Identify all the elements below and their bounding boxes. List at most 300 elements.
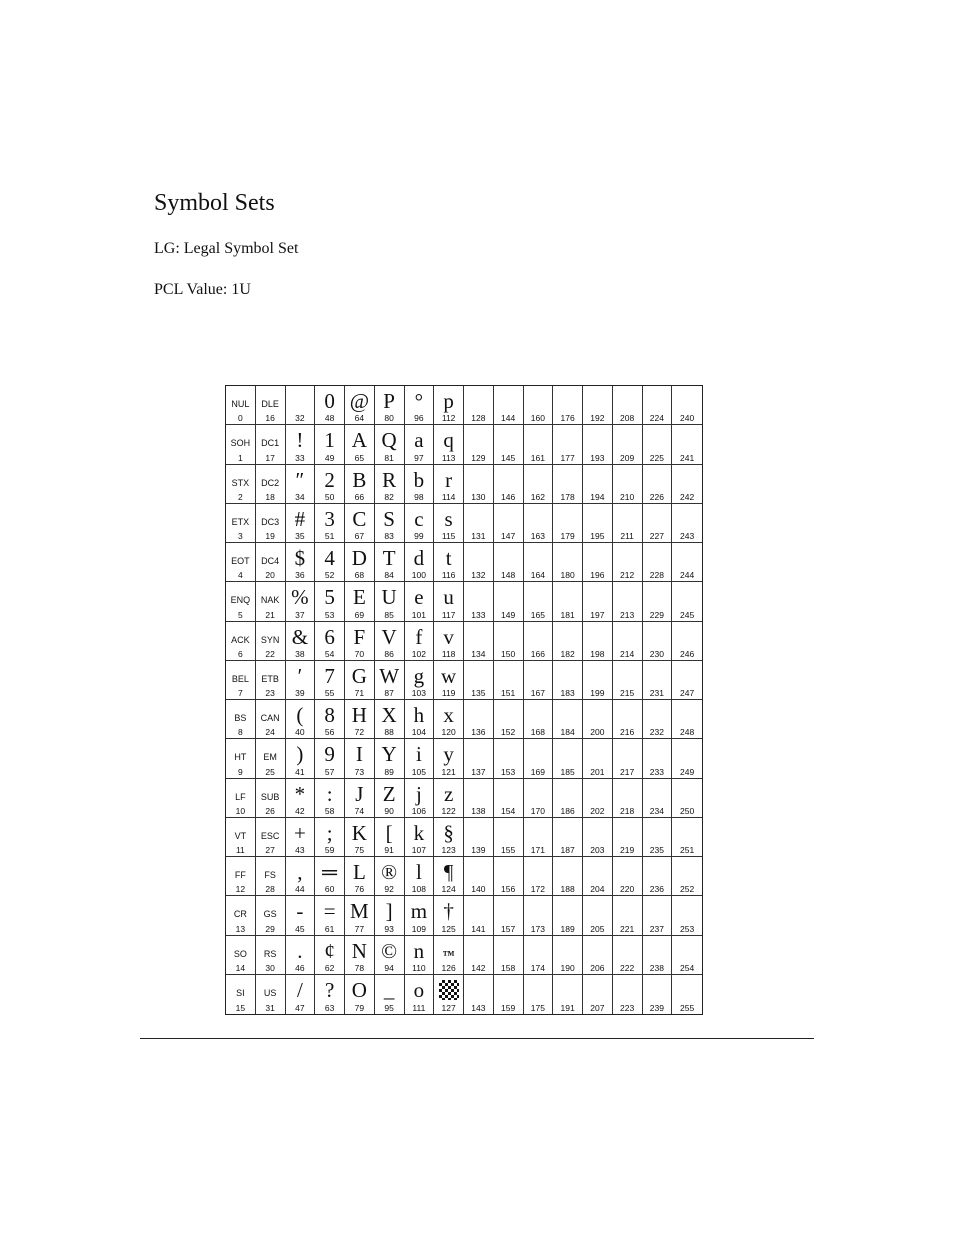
symbol-code: 45 bbox=[295, 923, 305, 934]
symbol-glyph: 1 bbox=[324, 428, 335, 453]
symbol-code: 152 bbox=[501, 727, 516, 738]
symbol-code: 220 bbox=[620, 884, 635, 895]
symbol-code: 248 bbox=[680, 727, 695, 738]
symbol-glyph: H bbox=[351, 703, 367, 727]
symbol-cell bbox=[286, 543, 316, 582]
symbol-code: 221 bbox=[620, 923, 635, 934]
symbol-code: 47 bbox=[295, 1003, 305, 1013]
symbol-cell bbox=[345, 465, 375, 504]
symbol-glyph: 4 bbox=[324, 546, 335, 570]
symbol-cell bbox=[286, 622, 316, 661]
symbol-cell bbox=[315, 818, 345, 857]
symbol-cell bbox=[613, 661, 643, 700]
symbol-glyph: N bbox=[351, 938, 367, 963]
symbol-code: 12 bbox=[235, 884, 246, 895]
symbol-cell bbox=[613, 779, 643, 818]
symbol-cell bbox=[464, 700, 494, 739]
symbol-cell bbox=[375, 465, 405, 504]
symbol-glyph: SI bbox=[236, 987, 245, 998]
symbol-code: 128 bbox=[471, 413, 486, 424]
symbol-cell bbox=[226, 661, 256, 700]
symbol-glyph: f bbox=[415, 624, 423, 649]
symbol-code: 113 bbox=[441, 452, 456, 463]
symbol-glyph: ( bbox=[296, 703, 304, 727]
symbol-glyph: GS bbox=[263, 909, 277, 920]
symbol-cell bbox=[256, 504, 286, 543]
symbol-cell bbox=[553, 543, 583, 582]
symbol-code: 115 bbox=[441, 531, 456, 541]
symbol-code: 29 bbox=[265, 923, 275, 934]
symbol-cell bbox=[553, 896, 583, 935]
symbol-code: 81 bbox=[384, 452, 394, 463]
symbol-code: 130 bbox=[471, 491, 486, 502]
symbol-cell bbox=[643, 622, 673, 661]
symbol-cell bbox=[553, 700, 583, 739]
symbol-glyph: Q bbox=[381, 428, 397, 453]
symbol-code: 185 bbox=[560, 766, 575, 777]
symbol-cell bbox=[464, 661, 494, 700]
symbol-cell bbox=[583, 504, 613, 543]
symbol-code: 10 bbox=[235, 805, 246, 816]
symbol-glyph: b bbox=[413, 467, 425, 492]
symbol-cell bbox=[464, 504, 494, 543]
symbol-code: 254 bbox=[680, 962, 695, 973]
symbol-cell bbox=[613, 465, 643, 504]
symbol-code: 207 bbox=[590, 1003, 605, 1013]
symbol-cell bbox=[226, 936, 256, 975]
symbol-cell bbox=[494, 818, 524, 857]
symbol-code: 174 bbox=[530, 962, 545, 973]
symbol-cell bbox=[256, 779, 286, 818]
symbol-glyph: & bbox=[291, 624, 309, 649]
symbol-code: 91 bbox=[384, 845, 394, 855]
symbol-glyph: E bbox=[352, 585, 366, 610]
symbol-code: 77 bbox=[354, 923, 365, 934]
symbol-glyph: e bbox=[414, 585, 424, 610]
symbol-code: 209 bbox=[620, 452, 635, 463]
symbol-cell bbox=[613, 896, 643, 935]
symbol-cell bbox=[464, 582, 494, 621]
symbol-glyph: _ bbox=[383, 977, 395, 1002]
symbol-cell bbox=[405, 661, 435, 700]
symbol-glyph: [ bbox=[385, 820, 393, 845]
symbol-cell bbox=[434, 386, 464, 425]
symbol-code: 52 bbox=[324, 570, 335, 581]
symbol-cell bbox=[434, 700, 464, 739]
symbol-glyph: DC4 bbox=[261, 556, 280, 566]
symbol-cell bbox=[553, 779, 583, 818]
symbol-cell bbox=[345, 739, 375, 778]
symbol-glyph: RS bbox=[263, 948, 277, 959]
symbol-code: 170 bbox=[530, 805, 545, 816]
symbol-code: 228 bbox=[649, 570, 664, 581]
symbol-cell bbox=[494, 386, 524, 425]
symbol-cell bbox=[256, 739, 286, 778]
symbol-cell bbox=[494, 582, 524, 621]
symbol-cell bbox=[434, 896, 464, 935]
symbol-glyph: ESC bbox=[260, 830, 280, 841]
symbol-code: 239 bbox=[649, 1003, 664, 1013]
symbol-cell bbox=[345, 936, 375, 975]
symbol-code: 87 bbox=[384, 688, 394, 698]
symbol-cell bbox=[672, 425, 702, 464]
symbol-cell bbox=[286, 386, 316, 425]
symbol-glyph: Y bbox=[381, 742, 397, 767]
symbol-cell bbox=[256, 818, 286, 857]
symbol-code: 251 bbox=[680, 845, 695, 855]
symbol-cell bbox=[434, 975, 464, 1014]
symbol-code: 67 bbox=[354, 531, 365, 541]
symbol-code: 201 bbox=[590, 766, 605, 777]
symbol-code: 71 bbox=[354, 688, 365, 698]
symbol-glyph: DLE bbox=[261, 399, 279, 409]
symbol-cell bbox=[494, 779, 524, 818]
symbol-code: 150 bbox=[501, 648, 516, 659]
symbol-code: 134 bbox=[471, 648, 486, 659]
symbol-code: 160 bbox=[530, 413, 545, 424]
symbol-code: 162 bbox=[530, 491, 545, 502]
symbol-glyph: C bbox=[352, 506, 367, 531]
symbol-cell bbox=[643, 818, 673, 857]
symbol-code: 206 bbox=[590, 962, 605, 973]
symbol-glyph: q bbox=[443, 428, 454, 453]
symbol-glyph: 0 bbox=[324, 389, 335, 413]
symbol-cell bbox=[375, 582, 405, 621]
symbol-cell bbox=[524, 896, 554, 935]
symbol-set-table bbox=[225, 385, 703, 1015]
symbol-cell bbox=[434, 936, 464, 975]
symbol-code: 244 bbox=[680, 570, 695, 581]
symbol-cell bbox=[583, 622, 613, 661]
symbol-code: 60 bbox=[324, 884, 335, 895]
symbol-cell bbox=[613, 975, 643, 1014]
symbol-glyph: j bbox=[415, 781, 422, 806]
symbol-code: 187 bbox=[560, 845, 575, 855]
symbol-cell bbox=[524, 779, 554, 818]
symbol-cell bbox=[434, 425, 464, 464]
symbol-code: 40 bbox=[295, 727, 305, 738]
symbol-cell bbox=[672, 975, 702, 1014]
symbol-cell bbox=[405, 739, 435, 778]
symbol-cell bbox=[524, 504, 554, 543]
symbol-glyph: B bbox=[352, 467, 367, 492]
symbol-code: 83 bbox=[384, 531, 394, 541]
symbol-cell bbox=[553, 661, 583, 700]
symbol-cell bbox=[583, 779, 613, 818]
symbol-cell bbox=[494, 465, 524, 504]
symbol-glyph: EOT bbox=[231, 556, 250, 566]
symbol-glyph: 6 bbox=[324, 624, 335, 649]
symbol-glyph: NAK bbox=[260, 595, 280, 606]
symbol-code: 166 bbox=[530, 648, 545, 659]
symbol-glyph: @ bbox=[349, 389, 370, 413]
symbol-glyph: BEL bbox=[231, 673, 249, 684]
symbol-cell bbox=[405, 622, 435, 661]
symbol-code: 105 bbox=[411, 766, 426, 777]
symbol-cell bbox=[583, 386, 613, 425]
symbol-glyph: 7 bbox=[324, 663, 335, 688]
symbol-code: 14 bbox=[235, 962, 246, 973]
symbol-code: 27 bbox=[265, 845, 275, 855]
symbol-cell bbox=[524, 661, 554, 700]
symbol-cell bbox=[672, 896, 702, 935]
symbol-cell bbox=[405, 386, 435, 425]
symbol-cell bbox=[315, 661, 345, 700]
symbol-code: 31 bbox=[265, 1003, 275, 1013]
symbol-code: 33 bbox=[295, 452, 305, 463]
symbol-code: 46 bbox=[295, 962, 305, 973]
symbol-cell bbox=[613, 504, 643, 543]
symbol-code: 9 bbox=[238, 766, 243, 777]
symbol-code: 102 bbox=[411, 648, 426, 659]
symbol-code: 59 bbox=[324, 845, 335, 855]
symbol-code: 167 bbox=[530, 688, 545, 698]
symbol-code: 124 bbox=[441, 884, 456, 895]
symbol-glyph: ETX bbox=[231, 516, 250, 527]
symbol-glyph: J bbox=[355, 781, 364, 806]
symbol-cell bbox=[553, 386, 583, 425]
symbol-cell bbox=[494, 857, 524, 896]
symbol-code: 198 bbox=[590, 648, 605, 659]
symbol-code: 136 bbox=[471, 727, 486, 738]
symbol-code: 197 bbox=[590, 609, 605, 620]
symbol-cell bbox=[405, 936, 435, 975]
symbol-cell bbox=[672, 504, 702, 543]
symbol-cell bbox=[286, 465, 316, 504]
symbol-code: 195 bbox=[590, 531, 605, 541]
symbol-code: 223 bbox=[620, 1003, 635, 1013]
symbol-code: 53 bbox=[324, 609, 335, 620]
symbol-code: 51 bbox=[324, 531, 335, 541]
symbol-glyph: ACK bbox=[231, 634, 250, 645]
symbol-cell bbox=[375, 543, 405, 582]
symbol-cell bbox=[256, 582, 286, 621]
symbol-cell bbox=[375, 504, 405, 543]
symbol-cell bbox=[553, 936, 583, 975]
symbol-code: 70 bbox=[354, 648, 365, 659]
symbol-code: 30 bbox=[265, 962, 275, 973]
symbol-code: 64 bbox=[354, 413, 365, 424]
symbol-cell bbox=[524, 936, 554, 975]
symbol-cell bbox=[226, 818, 256, 857]
symbol-code: 204 bbox=[590, 884, 605, 895]
symbol-code: 243 bbox=[680, 531, 695, 541]
symbol-code: 107 bbox=[411, 845, 426, 855]
symbol-cell bbox=[375, 818, 405, 857]
symbol-cell bbox=[375, 857, 405, 896]
symbol-code: 154 bbox=[501, 805, 516, 816]
symbol-code: 72 bbox=[354, 727, 365, 738]
symbol-code: 213 bbox=[620, 609, 635, 620]
symbol-cell bbox=[464, 739, 494, 778]
symbol-cell bbox=[524, 739, 554, 778]
symbol-cell bbox=[286, 582, 316, 621]
symbol-cell bbox=[405, 818, 435, 857]
symbol-glyph: w bbox=[441, 663, 457, 688]
symbol-cell bbox=[553, 425, 583, 464]
symbol-code: 255 bbox=[680, 1003, 695, 1013]
symbol-cell bbox=[613, 857, 643, 896]
symbol-code: 69 bbox=[354, 609, 365, 620]
symbol-cell bbox=[613, 739, 643, 778]
symbol-cell bbox=[464, 975, 494, 1014]
symbol-cell bbox=[375, 386, 405, 425]
symbol-code: 161 bbox=[530, 452, 545, 463]
symbol-cell bbox=[494, 739, 524, 778]
symbol-code: 43 bbox=[295, 845, 305, 855]
symbol-cell bbox=[672, 818, 702, 857]
symbol-glyph: FS bbox=[264, 870, 276, 880]
symbol-code: 23 bbox=[265, 688, 275, 698]
symbol-glyph: z bbox=[443, 781, 454, 806]
symbol-code: 106 bbox=[411, 805, 426, 816]
symbol-code: 66 bbox=[354, 491, 365, 502]
symbol-cell bbox=[553, 622, 583, 661]
symbol-cell bbox=[672, 739, 702, 778]
symbol-code: 21 bbox=[265, 609, 275, 620]
symbol-glyph: ETB bbox=[261, 673, 279, 684]
symbol-code: 142 bbox=[471, 962, 486, 973]
symbol-code: 203 bbox=[590, 845, 605, 855]
symbol-code: 240 bbox=[680, 413, 695, 424]
symbol-code: 177 bbox=[560, 452, 575, 463]
symbol-cell bbox=[583, 465, 613, 504]
symbol-code: 168 bbox=[530, 727, 545, 738]
symbol-code: 119 bbox=[441, 688, 456, 698]
symbol-code: 249 bbox=[680, 766, 695, 777]
symbol-code: 2 bbox=[238, 491, 243, 502]
symbol-code: 1 bbox=[238, 452, 243, 463]
symbol-code: 252 bbox=[680, 884, 695, 895]
symbol-cell bbox=[494, 700, 524, 739]
symbol-cell bbox=[256, 661, 286, 700]
symbol-code: 110 bbox=[412, 962, 426, 973]
symbol-cell bbox=[375, 739, 405, 778]
symbol-cell bbox=[226, 739, 256, 778]
symbol-code: 73 bbox=[354, 766, 365, 777]
symbol-glyph: ° bbox=[414, 389, 424, 413]
symbol-code: 196 bbox=[590, 570, 605, 581]
symbol-glyph: ! bbox=[296, 428, 304, 453]
symbol-code: 41 bbox=[295, 766, 305, 777]
symbol-glyph: SUB bbox=[260, 791, 280, 802]
symbol-code: 15 bbox=[235, 1003, 246, 1013]
symbol-cell bbox=[643, 700, 673, 739]
symbol-code: 13 bbox=[235, 923, 246, 934]
symbol-cell bbox=[613, 386, 643, 425]
symbol-cell bbox=[286, 896, 316, 935]
symbol-glyph: t bbox=[445, 546, 452, 570]
symbol-code: 218 bbox=[620, 805, 635, 816]
symbol-code: 6 bbox=[238, 648, 243, 659]
symbol-glyph: † bbox=[443, 899, 454, 924]
symbol-code: 58 bbox=[324, 805, 335, 816]
symbol-code: 89 bbox=[384, 766, 394, 777]
symbol-cell bbox=[315, 425, 345, 464]
symbol-cell bbox=[672, 700, 702, 739]
symbol-cell bbox=[256, 543, 286, 582]
symbol-glyph: / bbox=[296, 977, 303, 1002]
symbol-cell bbox=[494, 975, 524, 1014]
symbol-cell bbox=[494, 896, 524, 935]
symbol-cell bbox=[643, 543, 673, 582]
symbol-code: 104 bbox=[411, 727, 426, 738]
symbol-cell bbox=[672, 465, 702, 504]
symbol-code: 194 bbox=[590, 491, 605, 502]
symbol-code: 157 bbox=[501, 923, 516, 934]
symbol-cell bbox=[464, 543, 494, 582]
symbol-code: 234 bbox=[649, 805, 664, 816]
symbol-code: 75 bbox=[354, 845, 365, 855]
symbol-code: 35 bbox=[295, 531, 305, 541]
symbol-code: 65 bbox=[354, 452, 365, 463]
symbol-code: 90 bbox=[384, 805, 394, 816]
symbol-code: 153 bbox=[501, 766, 516, 777]
symbol-cell bbox=[524, 857, 554, 896]
symbol-code: 76 bbox=[354, 884, 365, 895]
symbol-glyph: EM bbox=[263, 752, 277, 763]
symbol-cell bbox=[643, 975, 673, 1014]
page-title: Symbol Sets bbox=[154, 190, 275, 216]
symbol-cell bbox=[315, 975, 345, 1014]
symbol-glyph: h bbox=[413, 703, 425, 727]
symbol-code: 226 bbox=[649, 491, 664, 502]
symbol-cell bbox=[672, 779, 702, 818]
symbol-cell bbox=[613, 425, 643, 464]
symbol-code: 169 bbox=[530, 766, 545, 777]
symbol-cell bbox=[464, 622, 494, 661]
symbol-code: 123 bbox=[441, 845, 456, 855]
symbol-code: 49 bbox=[324, 452, 335, 463]
symbol-code: 36 bbox=[295, 570, 305, 581]
symbol-code: 114 bbox=[441, 491, 456, 502]
symbol-cell bbox=[583, 818, 613, 857]
symbol-cell bbox=[464, 425, 494, 464]
symbol-cell bbox=[643, 779, 673, 818]
symbol-cell bbox=[643, 857, 673, 896]
symbol-cell bbox=[315, 504, 345, 543]
symbol-cell bbox=[286, 975, 316, 1014]
symbol-cell bbox=[672, 936, 702, 975]
symbol-cell bbox=[524, 543, 554, 582]
symbol-code: 32 bbox=[295, 413, 305, 424]
symbol-glyph: SO bbox=[233, 948, 247, 959]
symbol-cell bbox=[494, 425, 524, 464]
symbol-code: 156 bbox=[501, 884, 516, 895]
symbol-code: 97 bbox=[414, 452, 424, 463]
symbol-cell bbox=[375, 779, 405, 818]
symbol-cell bbox=[315, 896, 345, 935]
symbol-glyph: T bbox=[382, 546, 396, 570]
symbol-glyph: ) bbox=[296, 742, 304, 767]
symbol-code: 208 bbox=[620, 413, 635, 424]
symbol-cell bbox=[256, 465, 286, 504]
symbol-cell bbox=[464, 779, 494, 818]
symbol-cell bbox=[226, 700, 256, 739]
symbol-code: 79 bbox=[354, 1003, 365, 1013]
symbol-cell bbox=[434, 465, 464, 504]
symbol-glyph: 2 bbox=[324, 467, 335, 492]
symbol-code: 56 bbox=[324, 727, 335, 738]
symbol-cell bbox=[286, 857, 316, 896]
symbol-glyph: O bbox=[351, 977, 367, 1002]
symbol-cell bbox=[524, 465, 554, 504]
symbol-cell bbox=[315, 779, 345, 818]
symbol-code: 62 bbox=[324, 962, 335, 973]
symbol-code: 151 bbox=[501, 688, 516, 698]
symbol-cell bbox=[464, 818, 494, 857]
symbol-code: 63 bbox=[324, 1003, 335, 1013]
